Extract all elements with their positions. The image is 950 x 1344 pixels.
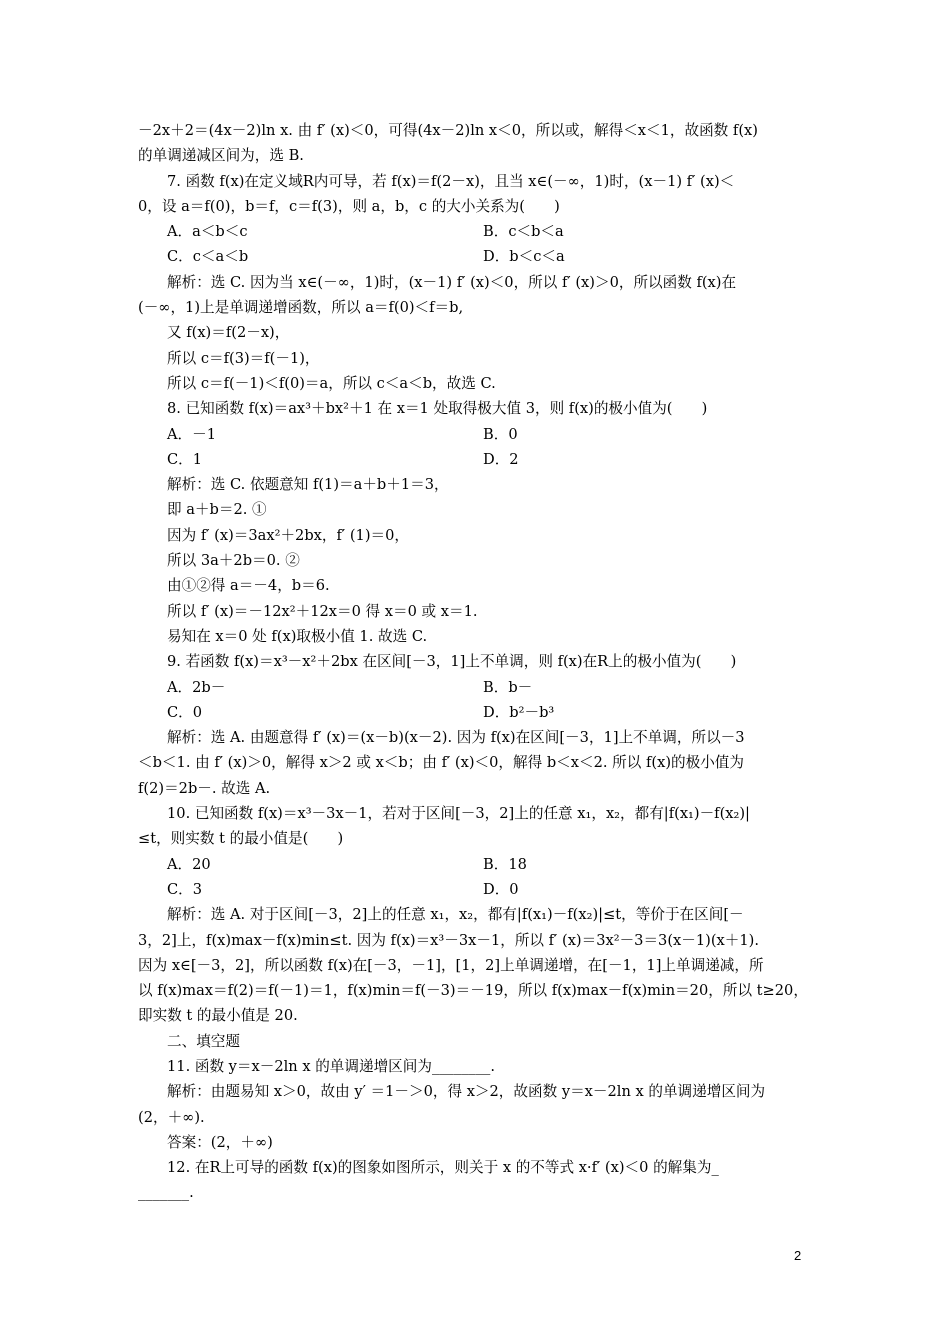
answer-option: D．b＜c＜a: [483, 248, 565, 266]
text-line: 因为 x∈[－3，2]，所以函数 f(x)在[－3，－1]，[1，2]上单调递增，在[－1，1]上单调递减，所: [138, 956, 764, 974]
page-body: [138, 118, 818, 1206]
answer-option: B．18: [483, 855, 527, 873]
answer-option: A．－1: [167, 425, 217, 443]
answer-option: A．20: [167, 855, 211, 873]
answer-options-row: [138, 877, 818, 902]
text-line: 解析：选 C. 依题意知 f(1)＝a＋b＋1＝3，: [167, 476, 449, 494]
answer-option: D．2: [483, 450, 519, 468]
text-line: 8. 已知函数 f(x)＝ax³＋bx²＋1 在 x＝1 处取得极大值 3，则 f(x)的极小值为( ): [167, 400, 708, 418]
text-line: 所以 c＝f(－1)＜f(0)＝a，所以 c＜a＜b，故选 C.: [167, 374, 496, 392]
answer-options-row: [138, 447, 818, 472]
text-line: 以 f(x)max＝f(2)＝f(－1)＝1，f(x)min＝f(－3)＝－19，所以 f(x)max－f(x)min＝20，所以 t≥20，: [138, 982, 808, 1000]
answer-options-row: [138, 422, 818, 447]
answer-option: C．c＜a＜b: [167, 248, 249, 266]
answer-options-row: [138, 675, 818, 700]
text-line: 所以 3a＋2b＝0. ②: [167, 552, 300, 570]
text-line: 又 f(x)＝f(2－x)，: [167, 324, 290, 342]
page-number: 2: [794, 1248, 802, 1263]
answer-options-row: [138, 700, 818, 725]
text-line: 解析：由题易知 x＞0，故由 y′ ＝1－＞0，得 x＞2，故函数 y＝x－2ln x 的单调递增区间为: [167, 1083, 766, 1101]
text-line: (－∞，1)上是单调递增函数，所以 a＝f(0)＜f＝b,: [138, 299, 464, 317]
text-line: f(2)＝2b－. 故选 A.: [138, 779, 271, 797]
answer-option: A．a＜b＜c: [167, 223, 248, 241]
text-line: －2x＋2＝(4x－2)ln x. 由 f′ (x)＜0，可得(4x－2)ln x＜0，所以或，解得＜x＜1，故函数 f(x): [138, 122, 758, 139]
text-line: 10. 已知函数 f(x)＝x³－3x－1，若对于区间[－3，2]上的任意 x₁，x₂，都有|f(x₁)－f(x₂)|: [167, 805, 750, 823]
text-line: 3，2]上，f(x)max－f(x)min≤t. 因为 f(x)＝x³－3x－1，所以 f′ (x)＝3x²－3＝3(x－1)(x＋1).: [138, 931, 759, 949]
text-line: _______.: [138, 1184, 194, 1202]
text-line: 解析：选 A. 由题意得 f′ (x)＝(x－b)(x－2). 因为 f(x)在区间[－3，1]上不单调，所以－3: [167, 729, 745, 747]
text-line: 答案：(2，＋∞): [167, 1133, 273, 1151]
text-line: 易知在 x＝0 处 f(x)取极小值 1. 故选 C.: [167, 627, 428, 645]
answer-options-row: [138, 244, 818, 269]
text-line: 二、填空题: [167, 1032, 240, 1050]
text-line: 7. 函数 f(x)在定义域R内可导，若 f(x)＝f(2－x)，且当 x∈(－∞，1)时，(x－1) f′ (x)＜: [167, 172, 735, 190]
answer-option: D．0: [483, 880, 519, 898]
text-line: 11. 函数 y＝x－2ln x 的单调递增区间为________.: [167, 1057, 495, 1075]
text-line: 即实数 t 的最小值是 20.: [138, 1007, 298, 1025]
text-line: 即 a＋b＝2. ①: [167, 501, 267, 519]
text-line: ＜b＜1. 由 f′ (x)＞0，解得 x＞2 或 x＜b；由 f′ (x)＜0，解得 b＜x＜2. 所以 f(x)的极小值为: [138, 754, 744, 772]
answer-option: C．3: [167, 880, 203, 898]
text-line: ≤t，则实数 t 的最小值是( ): [138, 830, 344, 848]
answer-option: C．0: [167, 703, 203, 721]
text-line: 解析：选 C. 因为当 x∈(－∞，1)时，(x－1) f′ (x)＜0，所以 f′ (x)＞0，所以函数 f(x)在: [167, 273, 737, 291]
text-line: (2，＋∞).: [138, 1108, 205, 1126]
answer-options-row: [138, 219, 818, 244]
answer-option: C．1: [167, 450, 203, 468]
text-line: 解析：选 A. 对于区间[－3，2]上的任意 x₁，x₂，都有|f(x₁)－f(x₂)|≤t，等价于在区间[－: [167, 906, 744, 924]
text-line: 9. 若函数 f(x)＝x³－x²＋2bx 在区间[－3，1]上不单调，则 f(x)在R上的极小值为( ): [167, 653, 737, 671]
text-line: 因为 f′ (x)＝3ax²＋2bx，f′ (1)＝0，: [167, 526, 410, 544]
answer-option: B．0: [483, 425, 518, 443]
answer-options-row: [138, 852, 818, 877]
text-line: 的单调递减区间为，选 B.: [138, 147, 304, 165]
text-line: 由①②得 a＝－4，b＝6.: [167, 577, 330, 595]
text-line: 所以 c＝f(3)＝f(－1)，: [167, 349, 320, 367]
text-line: 12. 在R上可导的函数 f(x)的图象如图所示，则关于 x 的不等式 x·f′ (x)＜0 的解集为_: [167, 1159, 719, 1177]
answer-option: B．b－: [483, 678, 533, 696]
text-line: 0，设 a＝f(0)，b＝f，c＝f(3)，则 a，b，c 的大小关系为( ): [138, 197, 560, 215]
text-line: 所以 f′ (x)＝－12x²＋12x＝0 得 x＝0 或 x＝1.: [167, 602, 478, 620]
answer-option: A．2b－: [167, 678, 226, 696]
answer-option: D．b²－b³: [483, 703, 555, 721]
answer-option: B．c＜b＜a: [483, 223, 564, 241]
